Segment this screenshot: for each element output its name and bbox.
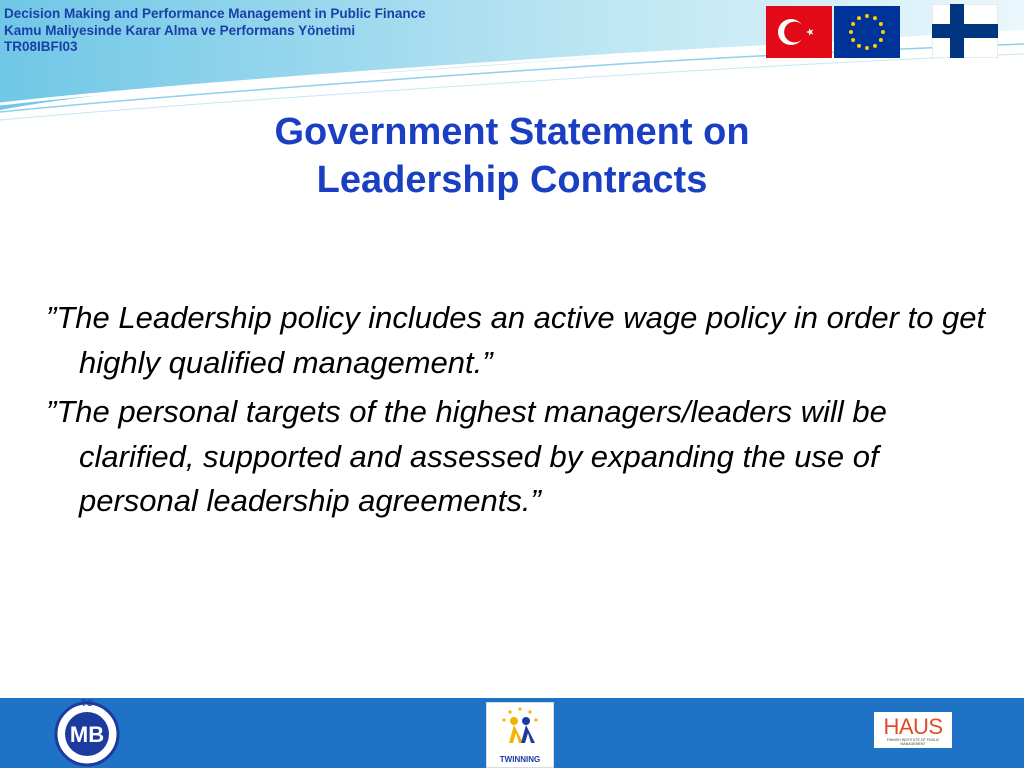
ministry-logo-text: MB [69,722,105,747]
quote-item: ”The Leadership policy includes an active wage policy in order to get highly qualified management.” [46,300,986,380]
twinning-figures-icon [487,703,553,753]
footer-bar [0,698,1024,768]
haus-logo-text: HAUS [883,714,943,739]
twinning-logo [486,702,554,768]
quote-list [46,296,996,529]
header-line-2: Kamu Maliyesinde Karar Alma ve Performans Yönetimi [4,22,356,38]
haus-logo [874,712,952,748]
header-line-3: TR08IBFI03 [4,39,78,54]
twinning-label: TWINNING [499,755,541,764]
quote-item: ”The personal targets of the highest managers/leaders will be clarified, supported and assessed by expanding the use of personal leadership agreements.” [46,394,887,518]
ministry-logo-icon [48,698,128,768]
eu-flag-icon [834,6,900,58]
project-header [4,6,426,56]
title-line-1: Government Statement on [274,111,750,153]
header-line-1: Decision Making and Performance Management in Public Finance [4,6,426,21]
finland-flag-icon [932,4,998,58]
turkey-flag-icon [766,6,832,58]
haus-logo-subtitle: FINNISH INSTITUTE OF PUBLIC MANAGEMENT [886,738,940,746]
title-line-2: Leadership Contracts [316,159,708,201]
slide-title [0,108,1024,204]
ministry-logo-small-text: TC [81,698,93,708]
